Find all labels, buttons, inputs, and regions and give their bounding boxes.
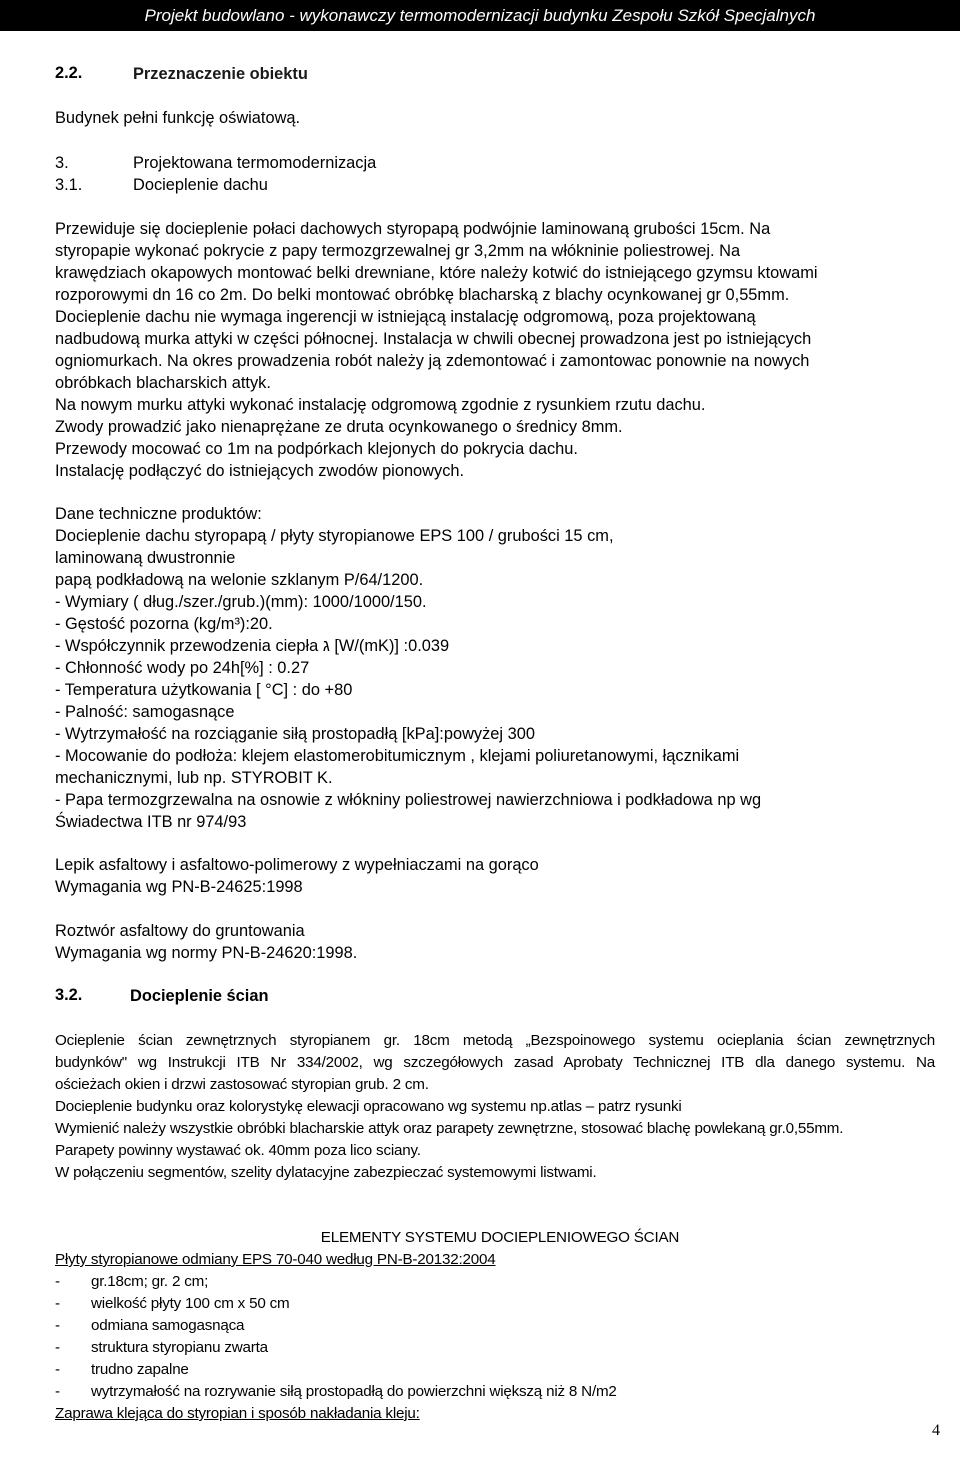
roztwor-block <box>55 920 935 964</box>
technical-line: - Wymiary ( dług./szer./grub.)(mm): 1000/1000/150. <box>55 593 427 611</box>
section-2-2-number: 2.2. <box>55 64 83 82</box>
paragraph-line: obróbkach blacharskich attyk. <box>55 374 271 392</box>
section-3-number: 3. <box>55 154 69 172</box>
section-3-2-title: Docieplenie ścian <box>130 987 269 1005</box>
section-3-1-title: Docieplenie dachu <box>133 176 268 194</box>
technical-line: Świadectwa ITB nr 974/93 <box>55 813 247 831</box>
elementy-heading: ELEMENTY SYSTEMU DOCIEPLENIOWEGO ŚCIAN <box>320 1229 680 1246</box>
paragraph-line: styropapie wykonać pokrycie z papy termozgrzewalnej gr 3,2mm na włókninie poliestrowej. Na <box>55 242 741 260</box>
elementy-list <box>55 1271 935 1403</box>
paragraph-line: krawędziach okapowych montować belki drewniane, które należy kotwić do istniejącego gzymsu ktowami <box>55 264 818 282</box>
paragraph-line: Wymienić należy wszystkie obróbki blacharskie attyk oraz parapety zewnętrzne, stosować blachę powlekaną gr.0,55mm. <box>55 1120 844 1137</box>
technical-line: - Gęstość pozorna (kg/m³):20. <box>55 615 273 633</box>
technical-data <box>55 503 935 833</box>
technical-line: papą podkładową na welonie szklanym P/64/1200. <box>55 571 424 589</box>
roztwor-line: Roztwór asfaltowy do gruntowania <box>55 922 305 940</box>
technical-line: - Mocowanie do podłoża: klejem elastomerobitumicznym , klejami poliuretanowymi, łącznikami <box>55 747 740 765</box>
section-2-2-text: Budynek pełni funkcję oświatową. <box>55 109 301 127</box>
list-item: - trudno zapalne <box>55 1361 189 1378</box>
paragraph-line: Docieplenie dachu nie wymaga ingerencji w istniejącą instalację odgromową, poza projektowaną <box>55 308 756 326</box>
technical-line: mechanicznymi, lub np. STYROBIT K. <box>55 769 333 787</box>
section-3-1-number: 3.1. <box>55 176 83 194</box>
lepik-line: Wymagania wg PN-B-24625:1998 <box>55 878 303 896</box>
lepik-block <box>55 854 935 898</box>
paragraph-line: Instalację podłączyć do istniejących zwodów pionowych. <box>55 462 465 480</box>
page-number: 4 <box>932 1422 940 1439</box>
paragraph-line: ościeżach okien i drzwi zastosować styropian grub. 2 cm. <box>55 1076 429 1093</box>
technical-data-heading: Dane techniczne produktów: <box>55 505 262 523</box>
list-item: - gr.18cm; gr. 2 cm; <box>55 1273 209 1290</box>
technical-line: - Wytrzymałość na rozciąganie siłą prostopadłą [kPa]:powyżej 300 <box>55 725 535 743</box>
paragraph-line: rozporowymi dn 16 co 2m. Do belki montować obróbkę blacharską z blachy ocynkowanej gr 0,55mm. <box>55 286 790 304</box>
technical-line: Docieplenie dachu styropapą / płyty styropianowe EPS 100 / grubości 15 cm, <box>55 527 614 545</box>
paragraph-line: Zwody prowadzić jako nienaprężane ze druta ocynkowanego o średnicy 8mm. <box>55 418 623 436</box>
section-3-title: Projektowana termomodernizacja <box>133 154 377 172</box>
paragraph-line: Przewody mocować co 1m na podpórkach klejonych do pokrycia dachu. <box>55 440 578 458</box>
technical-line: - Współczynnik przewodzenia ciepła ג [W/(mK)] :0.039 <box>55 637 450 655</box>
plyty-heading: Płyty styropianowe odmiany EPS 70-040 według PN-B-20132:2004 <box>55 1251 496 1268</box>
technical-line: - Palność: samogasnące <box>55 703 235 721</box>
list-item: - struktura styropianu zwarta <box>55 1339 268 1356</box>
section-3-2-number: 3.2. <box>55 986 83 1004</box>
list-item: - wytrzymałość na rozrywanie siłą prostopadłą do powierzchni większą niż 8 N/m2 <box>55 1383 617 1400</box>
paragraph-line: Na nowym murku attyki wykonać instalację odgromową zgodnie z rysunkiem rzutu dachu. <box>55 396 706 414</box>
list-item: - odmiana samogasnąca <box>55 1317 245 1334</box>
technical-line: - Papa termozgrzewalna na osnowie z włókniny poliestrowej nawierzchniowa i podkładowa np wg <box>55 791 762 809</box>
section-3-1-body <box>55 218 935 482</box>
paragraph-line: Docieplenie budynku oraz kolorystykę elewacji opracowano wg systemu np.atlas – patrz rysunki <box>55 1098 682 1115</box>
paragraph-line: nadbudową murka attyki w części północnej. Instalacja w chwili obecnej prowadzona jest po istniejących <box>55 330 812 348</box>
technical-line: - Temperatura użytkowania [ °C] : do +80 <box>55 681 353 699</box>
paragraph-line: Parapety powinny wystawać ok. 40mm poza lico sciany. <box>55 1142 421 1159</box>
technical-line: - Chłonność wody po 24h[%] : 0.27 <box>55 659 310 677</box>
paragraph-line: W połączeniu segmentów, szelity dylatacyjne zabezpieczać systemowymi listwami. <box>55 1164 597 1181</box>
section-2-2-title: Przeznaczenie obiektu <box>133 65 308 83</box>
zaprawa-heading: Zaprawa klejąca do styropian i sposób nakładania kleju: <box>55 1405 420 1422</box>
section-3-2-body <box>55 1030 935 1184</box>
paragraph-line: budynków" wg Instrukcji ITB Nr 334/2002, wg szczegółowych zasad Aprobaty Technicznej ITB dla danego systemu. Na <box>55 1054 935 1071</box>
paragraph-line: Ocieplenie ścian zewnętrznych styropianem gr. 18cm metodą „Bezspoinowego systemu ocieplania ścian zewnętrznych <box>55 1032 935 1049</box>
paragraph-line: ogniomurkach. Na okres prowadzenia robót należy ją zdemontować i zamontowac ponownie na nowych <box>55 352 810 370</box>
page-header: Projekt budowlano - wykonawczy termomodernizacji budynku Zespołu Szkół Specjalnych <box>0 0 960 31</box>
technical-line: laminowaną dwustronnie <box>55 549 236 567</box>
list-item: - wielkość płyty 100 cm x 50 cm <box>55 1295 290 1312</box>
lepik-line: Lepik asfaltowy i asfaltowo-polimerowy z wypełniaczami na gorąco <box>55 856 539 874</box>
paragraph-line: Przewiduje się docieplenie połaci dachowych styropapą podwójnie laminowaną grubości 15cm. Na <box>55 220 771 238</box>
roztwor-line: Wymagania wg normy PN-B-24620:1998. <box>55 944 358 962</box>
